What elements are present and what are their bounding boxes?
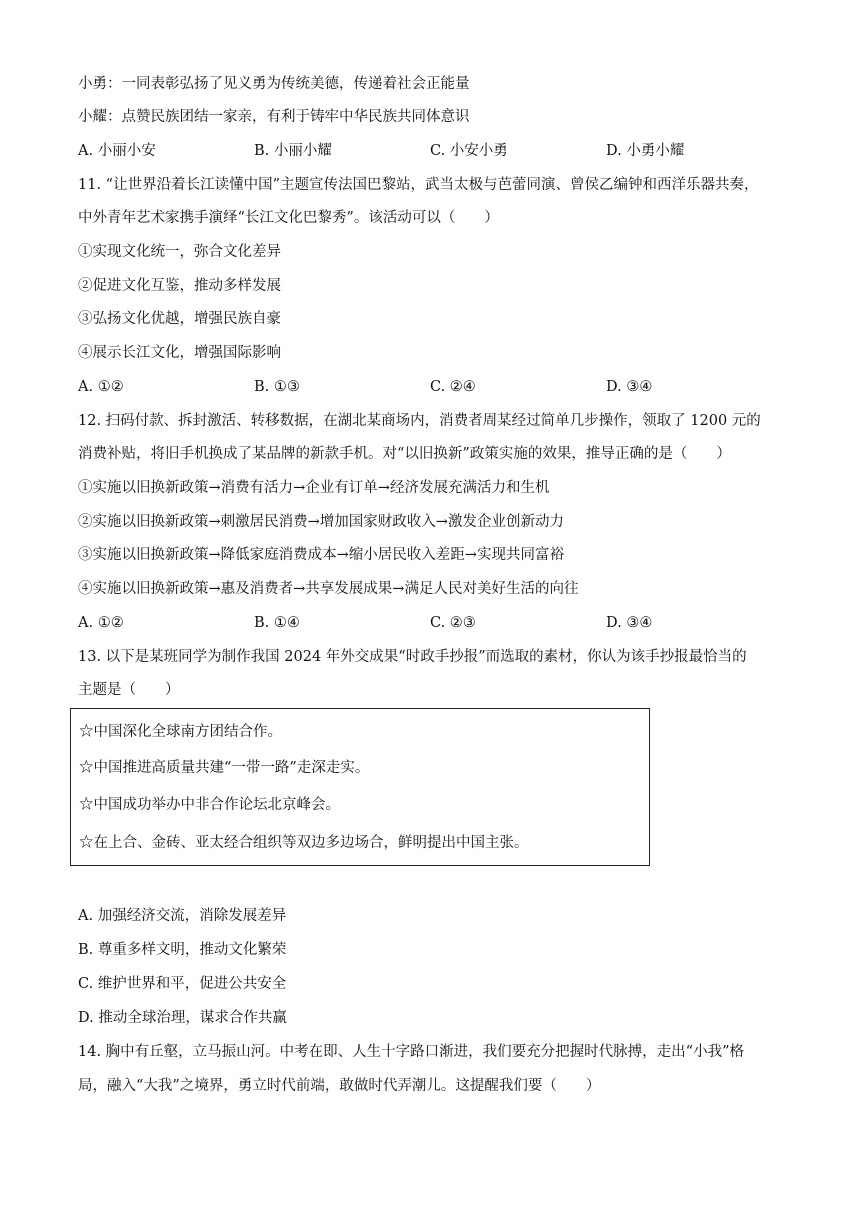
q12-item-1: ①实施以旧换新政策→消费有活力→企业有订单→经济发展充满活力和生机 bbox=[78, 480, 550, 496]
q10-option-a: A. 小丽小安 bbox=[78, 143, 156, 159]
q10-statement-xiaoyong: 小勇：一同表彰弘扬了见义勇为传统美德，传递着社会正能量 bbox=[78, 76, 470, 92]
q13-box-item-1: ☆中国深化全球南方团结合作。 bbox=[79, 724, 282, 740]
q11-option-a: A. ①② bbox=[78, 379, 124, 395]
q12-item-2: ②实施以旧换新政策→刺激居民消费→增加国家财政收入→激发企业创新动力 bbox=[78, 514, 564, 530]
q12-item-4: ④实施以旧换新政策→惠及消费者→共享发展成果→满足人民对美好生活的向往 bbox=[78, 581, 579, 597]
q13-box-item-4: ☆在上合、金砖、亚太经合组织等双边多边场合，鲜明提出中国主张。 bbox=[79, 835, 529, 851]
q13-stem-line2: 主题是（ ） bbox=[78, 682, 180, 698]
q13-option-d: D. 推动全球治理，谋求合作共赢 bbox=[78, 1010, 287, 1026]
q11-stem-line1: 11. “让世界沿着长江读懂中国”主题宣传法国巴黎站，武当太极与芭蕾同演、曾侯乙编钟和西洋乐器共奏， bbox=[78, 177, 759, 193]
q12-stem-line1: 12. 扫码付款、拆封激活、转移数据，在湖北某商场内，消费者周某经过简单几步操作，领取了 1200 元的 bbox=[78, 413, 761, 429]
q13-box-item-3: ☆中国成功举办中非合作论坛北京峰会。 bbox=[79, 797, 340, 813]
q13-option-a: A. 加强经济交流，消除发展差异 bbox=[78, 908, 287, 924]
q11-options bbox=[78, 377, 778, 397]
q12-stem-line2: 消费补贴，将旧手机换成了某品牌的新款手机。对“以旧换新”政策实施的效果，推导正确的是（ ） bbox=[78, 446, 731, 462]
q11-item-3: ③弘扬文化优越，增强民族自豪 bbox=[78, 311, 281, 327]
q11-option-d: D. ③④ bbox=[606, 379, 653, 395]
q12-item-3: ③实施以旧换新政策→降低家庭消费成本→缩小居民收入差距→实现共同富裕 bbox=[78, 547, 564, 563]
q10-option-b: B. 小丽小耀 bbox=[254, 143, 332, 159]
q11-stem-line2: 中外青年艺术家携手演绎“长江文化巴黎秀”。该活动可以（ ） bbox=[78, 210, 499, 226]
q13-option-b: B. 尊重多样文明，推动文化繁荣 bbox=[78, 942, 287, 958]
q10-statement-xiaoyao: 小耀：点赞民族团结一家亲，有利于铸牢中华民族共同体意识 bbox=[78, 109, 470, 125]
q11-item-4: ④展示长江文化，增强国际影响 bbox=[78, 345, 281, 361]
q14-stem-line1: 14. 胸中有丘壑，立马振山河。中考在即、人生十字路口渐进，我们要充分把握时代脉搏，走出“小我”格 bbox=[78, 1044, 744, 1060]
q12-option-b: B. ①④ bbox=[254, 615, 300, 631]
q10-option-d: D. 小勇小耀 bbox=[606, 143, 685, 159]
q12-options bbox=[78, 613, 778, 633]
q10-options bbox=[78, 141, 778, 161]
q13-stem-line1: 13. 以下是某班同学为制作我国 2024 年外交成果“时政手抄报”而选取的素材，你认为该手抄报最恰当的 bbox=[78, 649, 747, 665]
q11-option-b: B. ①③ bbox=[254, 379, 300, 395]
q13-box-item-2: ☆中国推进高质量共建“一带一路”走深走实。 bbox=[79, 760, 370, 776]
q12-option-c: C. ②③ bbox=[430, 615, 476, 631]
q12-option-a: A. ①② bbox=[78, 615, 124, 631]
q11-item-2: ②促进文化互鉴，推动多样发展 bbox=[78, 278, 281, 294]
q14-stem-line2: 局，融入“大我”之境界，勇立时代前端，敢做时代弄潮儿。这提醒我们要（ ） bbox=[78, 1078, 601, 1094]
q11-item-1: ①实现文化统一，弥合文化差异 bbox=[78, 244, 281, 260]
q11-option-c: C. ②④ bbox=[430, 379, 476, 395]
q12-option-d: D. ③④ bbox=[606, 615, 653, 631]
q13-material-box bbox=[70, 708, 650, 866]
q13-option-c: C. 维护世界和平，促进公共安全 bbox=[78, 976, 287, 992]
q10-option-c: C. 小安小勇 bbox=[430, 143, 508, 159]
